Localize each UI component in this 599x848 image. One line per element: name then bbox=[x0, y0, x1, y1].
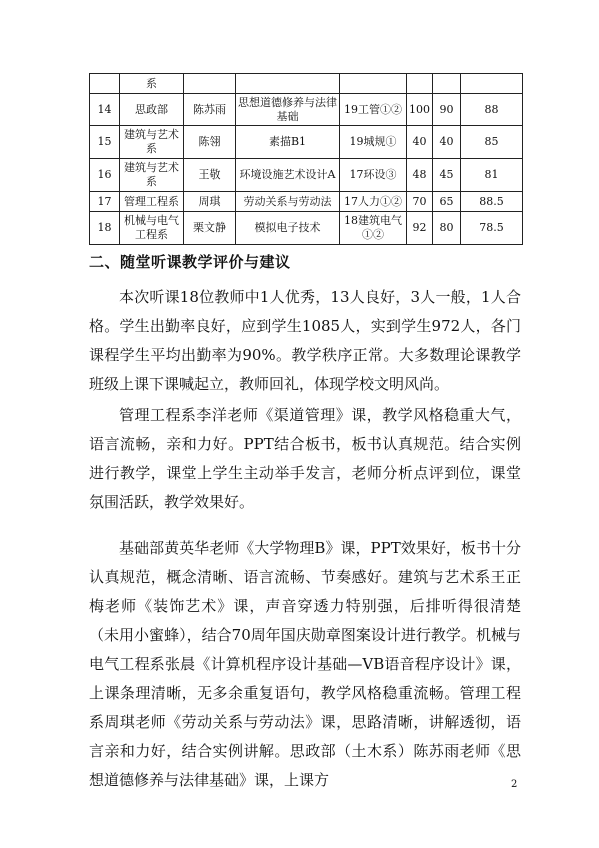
score-cell: 88.5 bbox=[461, 192, 523, 212]
enrolled-cell: 70 bbox=[407, 192, 433, 212]
enrolled-cell: 92 bbox=[407, 212, 433, 245]
attended-cell bbox=[433, 74, 461, 94]
summary-paragraph: 本次听课18位教师中1人优秀，13人良好，3人一般，1人合格。学生出勤率良好，应到学生1085人，实到学生972人，各门课程学生平均出勤率为90%。教学秩序正常。大多数理论课教学班级上课下课喊起立，教师回礼，体现学校文明风尚。 bbox=[89, 288, 521, 393]
class-cell: 19工管①② bbox=[340, 94, 407, 126]
table-row bbox=[90, 74, 523, 94]
department-cell: 机械与电气工程系 bbox=[120, 212, 184, 245]
enrolled-cell bbox=[407, 74, 433, 94]
teacher-cell: 栗文静 bbox=[184, 212, 236, 245]
table-row bbox=[90, 126, 523, 159]
section-heading: 二、随堂听课教学评价与建议 bbox=[89, 253, 291, 271]
attended-cell: 40 bbox=[433, 126, 461, 159]
teacher-evaluation-paragraph: 基础部黄英华老师《大学物理B》课，PPT效果好，板书十分认真规范，概念清晰、语言流畅、节奏感好。建筑与艺术系王正梅老师《装饰艺术》课，声音穿透力特别强，后排听得很清楚（未用小蜜蜂），结合70周年国庆勋章图案设计进行教学。机械与电气工程系张晨《计算机程序设计基础—VB语音程序设计》课，上课条理清晰，无多余重复语句，教学风格稳重流畅。管理工程系周琪老师《劳动关系与劳动法》课，思路清晰，讲解透彻，语言亲和力好，结合实例讲解。思政部（土木系）陈苏雨老师《思想道德修养与法律基础》课，上课方 bbox=[89, 539, 521, 789]
row-number-cell: 14 bbox=[90, 94, 120, 126]
score-cell: 81 bbox=[461, 159, 523, 192]
row-number-cell bbox=[90, 74, 120, 94]
table-row bbox=[90, 94, 523, 126]
teacher-cell bbox=[184, 74, 236, 94]
department-cell: 建筑与艺术系 bbox=[120, 126, 184, 159]
class-cell: 19城规① bbox=[340, 126, 407, 159]
table-row bbox=[90, 159, 523, 192]
department-cell: 管理工程系 bbox=[120, 192, 184, 212]
enrolled-cell: 48 bbox=[407, 159, 433, 192]
department-cell: 思政部 bbox=[120, 94, 184, 126]
table-row bbox=[90, 192, 523, 212]
teacher-cell: 周琪 bbox=[184, 192, 236, 212]
course-cell: 环境设施艺术设计A bbox=[236, 159, 340, 192]
attended-cell: 90 bbox=[433, 94, 461, 126]
row-number-cell: 16 bbox=[90, 159, 120, 192]
department-cell: 建筑与艺术系 bbox=[120, 159, 184, 192]
course-cell: 素描B1 bbox=[236, 126, 340, 159]
department-cell: 系 bbox=[120, 74, 184, 94]
course-cell bbox=[236, 74, 340, 94]
page-number: 2 bbox=[511, 779, 518, 790]
teacher-cell: 陈苏雨 bbox=[184, 94, 236, 126]
score-cell bbox=[461, 74, 523, 94]
class-cell bbox=[340, 74, 407, 94]
row-number-cell: 18 bbox=[90, 212, 120, 245]
teacher-cell: 王敬 bbox=[184, 159, 236, 192]
score-cell: 85 bbox=[461, 126, 523, 159]
score-cell: 78.5 bbox=[461, 212, 523, 245]
score-cell: 88 bbox=[461, 94, 523, 126]
class-cell: 17人力①② bbox=[340, 192, 407, 212]
row-number-cell: 17 bbox=[90, 192, 120, 212]
enrolled-cell: 100 bbox=[407, 94, 433, 126]
course-cell: 劳动关系与劳动法 bbox=[236, 192, 340, 212]
attended-cell: 65 bbox=[433, 192, 461, 212]
course-cell: 模拟电子技术 bbox=[236, 212, 340, 245]
row-number-cell: 15 bbox=[90, 126, 120, 159]
class-cell: 18建筑电气①② bbox=[340, 212, 407, 245]
class-cell: 17环设③ bbox=[340, 159, 407, 192]
teacher-evaluation-paragraph: 管理工程系李洋老师《渠道管理》课，教学风格稳重大气，语言流畅，亲和力好。PPT结合板书，板书认真规范。结合实例进行教学，课堂上学生主动举手发言，老师分析点评到位，课堂氛围活跃，教学效果好。 bbox=[89, 406, 521, 511]
evaluation-table bbox=[89, 73, 523, 245]
table-row bbox=[90, 212, 523, 245]
attended-cell: 80 bbox=[433, 212, 461, 245]
teacher-cell: 陈翎 bbox=[184, 126, 236, 159]
attended-cell: 45 bbox=[433, 159, 461, 192]
course-cell: 思想道德修养与法律基础 bbox=[236, 94, 340, 126]
enrolled-cell: 40 bbox=[407, 126, 433, 159]
